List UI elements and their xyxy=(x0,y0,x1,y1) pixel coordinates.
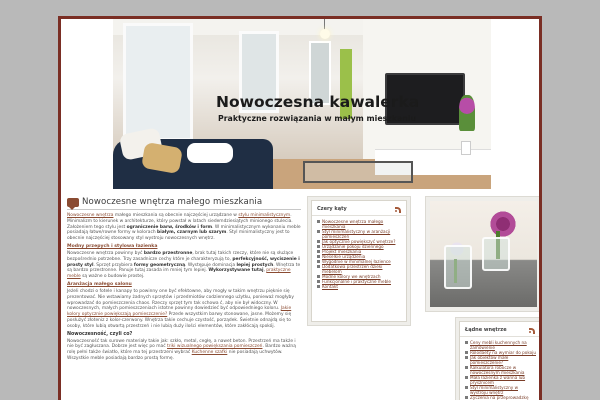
header-image-window xyxy=(123,23,193,141)
post-text: . Wnętrza te są bardzo przestronne. Panuje tutaj zasada im mniej tym lepiej. xyxy=(67,262,301,274)
rss-icon[interactable] xyxy=(395,206,401,212)
header-image-orchid xyxy=(459,95,475,131)
latest-posts-header xyxy=(460,322,540,337)
bullet-icon xyxy=(317,275,320,278)
bullet-icon xyxy=(317,250,320,253)
latest-post-link[interactable]: Mała łazienka z wanna lub prysznicem xyxy=(470,375,526,385)
category-link[interactable]: Nieselkie urządzenia xyxy=(322,254,366,259)
post-text: nie posiadają uchwytów. Wszystkie meble posiadają bardzo prostą formę. xyxy=(67,350,283,361)
post-link[interactable]: Nowoczesne wnętrza xyxy=(67,213,114,218)
post-bold-text: ograniczenie barw, środków i form xyxy=(126,224,213,230)
bullet-icon xyxy=(465,351,468,354)
post-bold-text: perfekcyjność, wyciszenie i prosty styl xyxy=(67,256,300,268)
latest-posts-box-inner xyxy=(459,321,541,400)
latest-post-link[interactable]: Zyczenia na przeprowadzkę xyxy=(470,395,529,400)
post-text: , brak tutaj takich rzeczy, które nie są służące bezpośrednio potrzebne. Trzy zasadnicze cechy które je charakteryzują to, xyxy=(67,250,294,262)
latest-post-item[interactable] xyxy=(465,365,536,375)
latest-post-link[interactable]: Kalkulatora robocze w nowoczesnym mieszkania xyxy=(470,365,525,375)
header-banner xyxy=(113,19,491,189)
latest-post-item[interactable] xyxy=(465,395,536,400)
post-text: Jeżeli chodzi o fotele i kanapy to powinny one być efektowne, aby mogły w takim wnętrzu pięknie się prezentować. Nie wstawiamy żadnych sprzętów i przedmiotów codziennego użytku, ponieważ mogłyby wprowadzać do pomieszczenia chaos. Rzeczy sprzęt tym tak schowa ć, aby nie był widoczny. W nowoczesnych, małych pomieszczeniach istotne powinny dowiedzieć być odpowiedniego koloru. xyxy=(67,288,294,312)
bullet-icon xyxy=(317,240,320,243)
categories-box xyxy=(307,196,411,326)
latest-post-item[interactable] xyxy=(465,355,536,365)
category-item[interactable] xyxy=(317,229,402,239)
bullet-icon xyxy=(465,341,468,344)
category-link[interactable]: Wygodnie w minimalnej łazience xyxy=(322,259,391,264)
post-text: Nowoczesność tak surowe materiały takie jak: szkło, metal, cegłę, a nawet beton. Przestrzeń ma także i nie być zagłuszana. Dobrze jest więc po mać xyxy=(67,338,296,350)
categories-box-title: Czery kąty xyxy=(317,206,347,212)
post-text: , xyxy=(263,268,267,274)
header-image-lamp xyxy=(320,29,330,39)
bullet-icon xyxy=(465,356,468,359)
post-link[interactable]: Kuchenne szafki xyxy=(191,350,228,356)
header-image-coffee-table xyxy=(303,161,413,183)
post-link[interactable]: stylu minimalistycznym xyxy=(238,213,291,218)
post-link[interactable]: Jakie kolory optycznie powiększają pomieszczenie? xyxy=(67,306,292,318)
latest-post-link[interactable]: Styl minimalistyczny w wystroju wnętrz xyxy=(470,385,518,395)
post-bold-text: formy geometryczną xyxy=(133,262,186,268)
post-title-row xyxy=(67,197,301,207)
latest-post-item[interactable] xyxy=(465,385,536,395)
photo-glass-vase xyxy=(482,237,510,271)
post-text: Przede wszystkim barwy stonowane, jasne. Możemy się posłużyć złoteniz z kolor-czerwony. Wnętrza takie cechuje czystość, porządek. Świetnie odnajdą się to osoby, które lubią otwartą przestrzeń i nie lubią duży ilości elementów, które zakłócają spokój. xyxy=(67,312,292,329)
category-link[interactable]: Styl minimalistyczny w aranżacji pomieszczeń xyxy=(322,229,391,239)
bullet-icon xyxy=(317,280,320,283)
category-link[interactable]: Projekt mieszkania xyxy=(322,249,362,254)
latest-posts-list xyxy=(460,337,540,400)
post-text: Nowoczesne wnętrza powinny być xyxy=(67,250,144,256)
post-text: . Sprzęt przybiera xyxy=(93,262,134,268)
photo-orchid xyxy=(486,209,520,239)
rss-icon[interactable] xyxy=(529,327,535,333)
header-image-pillow xyxy=(187,143,233,163)
categories-box-inner xyxy=(311,200,407,322)
bullet-icon xyxy=(317,265,320,268)
post-bold-text: bardzo przestronne xyxy=(143,250,193,256)
latest-posts-title: Łądne wnętrze xyxy=(465,327,507,333)
post-bold-text: białym, czarnym lub szarym xyxy=(157,230,227,236)
category-link[interactable]: Modne kolory we wnętrzach xyxy=(322,274,381,279)
header-image-candle xyxy=(461,141,471,155)
category-link[interactable]: Nowoczesne wnętrza małego mieszkania xyxy=(322,219,384,229)
bullet-icon xyxy=(317,260,320,263)
categories-box-header xyxy=(312,201,406,216)
bullet-icon xyxy=(317,255,320,258)
post-paragraph xyxy=(67,339,301,362)
latest-post-link[interactable]: Rolodaety na wymiar do pokoju xyxy=(470,350,537,355)
post-paragraph xyxy=(67,213,301,242)
categories-list xyxy=(312,216,406,289)
post-divider xyxy=(67,209,301,210)
main-content xyxy=(67,197,301,364)
post-paragraph xyxy=(67,289,301,330)
post-link[interactable]: praktyczne meble xyxy=(67,268,291,280)
bullet-icon xyxy=(465,376,468,379)
post-link[interactable]: triki wizualnego powiększania pomieszczeń xyxy=(167,344,263,350)
category-link[interactable]: Urządzanie pokoju dziennego xyxy=(322,244,384,249)
latest-posts-box xyxy=(455,317,542,400)
bullet-icon xyxy=(465,386,468,389)
category-link[interactable]: Funkcjonalne i praktyczne meble xyxy=(322,279,391,284)
category-link[interactable]: Jak optycznie powiększyć wnętrze? xyxy=(322,239,396,244)
post-text: . Styl minimalistyczny jest to obecnie najczęściej stosowany styl wystroju nowoczesnych wnętrz. xyxy=(67,230,290,242)
bullet-icon xyxy=(317,220,320,223)
category-item[interactable] xyxy=(317,284,402,289)
post-bold-text: lepiej prostych xyxy=(236,262,274,268)
photo-glass-vase xyxy=(444,245,472,289)
bullet-icon xyxy=(465,396,468,399)
site-title[interactable]: Nowoczesna kawalerka xyxy=(216,93,420,111)
photo-box xyxy=(425,196,542,312)
flowers-photo xyxy=(430,201,537,307)
post-subheading: Nowoczesność, czyli co? xyxy=(67,331,133,337)
category-link[interactable]: Dodatkowa przestrzeń dzieki mebelom xyxy=(322,264,383,274)
post-text: . W minimalistycznym wykonaniu meble posiadają łatwe/rowne formy w kolorach xyxy=(67,224,301,236)
post-subheading-link[interactable]: Modny przepych i stylowa łazienka xyxy=(67,243,158,249)
latest-post-item[interactable] xyxy=(465,340,536,350)
bullet-icon xyxy=(317,245,320,248)
post-text: . Bardzo ważną rolę pełni także światło, które ma tej przestrzeni wybrać xyxy=(67,344,296,356)
post-text: są ważne o budowie prostej. xyxy=(80,274,145,280)
bullet-icon xyxy=(317,230,320,233)
latest-post-link[interactable]: Jak obiektów małe pomieszczenie? xyxy=(470,355,509,365)
latest-post-link[interactable]: Ceny mebli kuchennych na zamówienie xyxy=(470,340,527,350)
category-item[interactable] xyxy=(317,264,402,274)
post-bold-text: Wykorzystywane tutaj xyxy=(208,268,264,274)
category-link[interactable]: Kontakt xyxy=(322,284,339,289)
post-subheading-link[interactable]: Aranżacja małego salonu xyxy=(67,281,132,287)
post-title[interactable]: Nowoczesne wnętrza małego mieszkania xyxy=(82,197,263,207)
category-item[interactable] xyxy=(317,219,402,229)
site-tagline: Praktyczne rozwiązania w małym mieszkaniu xyxy=(218,114,417,123)
latest-post-item[interactable] xyxy=(465,375,536,385)
bullet-icon xyxy=(465,366,468,369)
bullet-icon xyxy=(317,285,320,288)
speech-bubble-icon xyxy=(67,198,79,207)
post-text: . Minimalizm to kierunek w architekturze, który powstał w latach siedemdziesiątych minionego stulecia. Założeniem tego stylu jest xyxy=(67,213,293,230)
post-paragraph xyxy=(67,251,301,280)
post-text: . Występuje dominacja xyxy=(185,262,237,268)
page-frame xyxy=(58,16,542,400)
post-text: małego mieszkania są obecnie najczęściej urządzane w xyxy=(113,213,239,218)
